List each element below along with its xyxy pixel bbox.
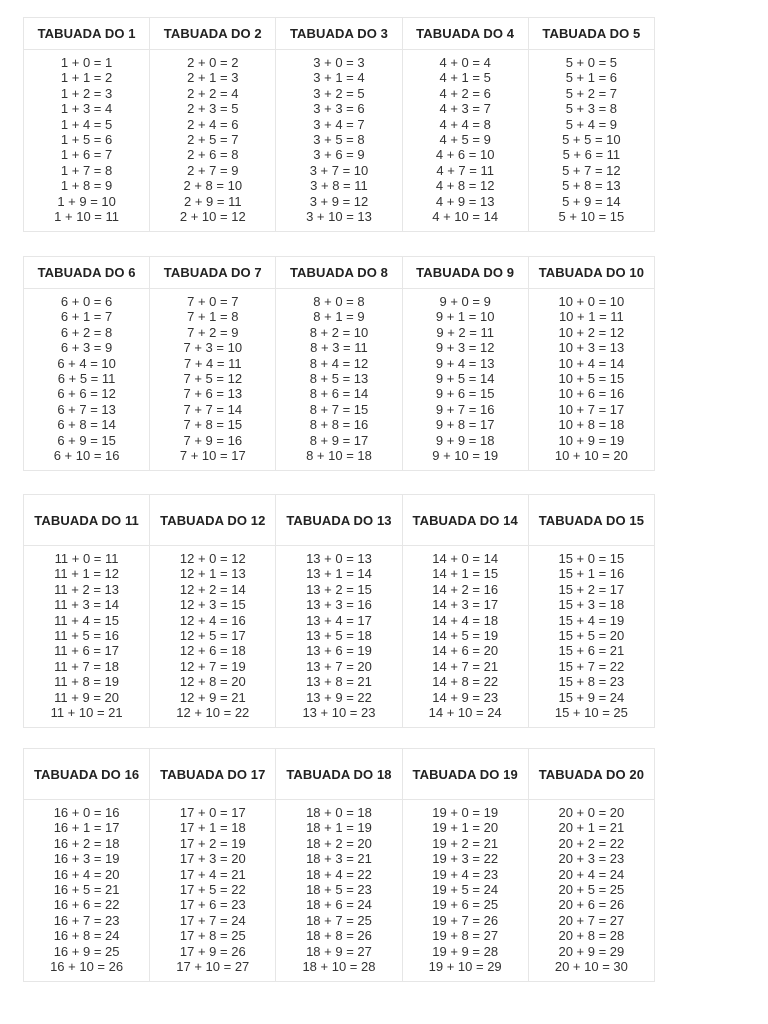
equation-line: 16 + 2 = 18 — [53, 835, 120, 851]
table-cell — [402, 50, 528, 232]
equation-line: 18 + 2 = 20 — [306, 835, 372, 851]
equation-line: 14 + 2 = 16 — [432, 581, 499, 597]
equation-line: 7 + 4 = 11 — [183, 355, 242, 371]
equation-line: 2 + 0 = 2 — [187, 55, 239, 70]
equation-line: 17 + 8 = 25 — [179, 928, 246, 944]
table-header-row — [24, 749, 655, 800]
equation-line: 3 + 1 = 4 — [313, 70, 365, 86]
equation-line: 15 + 9 = 24 — [558, 689, 625, 705]
equation-line: 8 + 6 = 14 — [309, 386, 369, 402]
equation-line: 11 + 10 = 21 — [50, 705, 123, 721]
equation-line: 11 + 1 = 12 — [54, 566, 119, 582]
equation-line: 15 + 8 = 23 — [558, 674, 625, 690]
equation-line: 6 + 6 = 12 — [57, 386, 116, 402]
equation-line: 11 + 7 = 18 — [54, 658, 119, 674]
equation-line: 20 + 1 = 21 — [558, 820, 625, 836]
equation-line: 2 + 7 = 9 — [187, 162, 239, 178]
equation-line: 10 + 10 = 20 — [554, 448, 628, 464]
table-cell — [150, 800, 276, 982]
equation-line: 2 + 8 = 10 — [183, 178, 243, 194]
equation-line: 7 + 6 = 13 — [183, 386, 243, 402]
table-cell — [528, 800, 654, 982]
equation-line: 19 + 10 = 29 — [428, 959, 502, 975]
equation-line: 2 + 10 = 12 — [179, 209, 246, 225]
equation-line: 16 + 6 = 22 — [53, 897, 120, 913]
equation-line: 12 + 6 = 18 — [179, 643, 246, 659]
equation-line: 17 + 1 = 18 — [179, 820, 246, 836]
equation-line: 17 + 2 = 19 — [179, 835, 246, 851]
equation-line: 12 + 3 = 15 — [179, 597, 246, 613]
equation-line: 6 + 0 = 6 — [60, 294, 113, 309]
equation-line: 1 + 6 = 7 — [60, 147, 113, 163]
equation-line: 15 + 5 = 20 — [558, 628, 625, 644]
table-body-row — [24, 289, 655, 471]
equation-line: 1 + 4 = 5 — [60, 116, 113, 132]
equation-line: 17 + 6 = 23 — [179, 897, 246, 913]
addition-table-6-to-10 — [23, 256, 655, 471]
equation-line: 10 + 5 = 15 — [558, 371, 625, 387]
column-header: TABUADA DO 9 — [402, 257, 528, 289]
equation-line: 14 + 5 = 19 — [432, 628, 499, 644]
equation-line: 10 + 8 = 18 — [558, 417, 625, 433]
equation-line: 6 + 5 = 11 — [57, 371, 116, 387]
equation-line: 13 + 4 = 17 — [306, 612, 372, 628]
equation-line: 12 + 8 = 20 — [179, 674, 246, 690]
table-cell — [276, 546, 402, 728]
equation-line: 4 + 10 = 14 — [432, 209, 499, 225]
equation-line: 20 + 2 = 22 — [558, 835, 625, 851]
equation-line: 7 + 10 = 17 — [179, 448, 246, 464]
equation-line: 9 + 0 = 9 — [439, 294, 491, 309]
equation-line: 14 + 1 = 15 — [432, 566, 499, 582]
equation-line: 14 + 10 = 24 — [428, 705, 502, 721]
equation-line: 13 + 0 = 13 — [306, 551, 372, 566]
equation-line: 19 + 1 = 20 — [432, 820, 499, 836]
equation-line: 6 + 4 = 10 — [57, 355, 116, 371]
equation-line: 12 + 0 = 12 — [179, 551, 246, 566]
equation-line: 5 + 8 = 13 — [562, 178, 621, 194]
equation-line: 9 + 2 = 11 — [436, 324, 494, 340]
equation-line: 9 + 1 = 10 — [435, 309, 495, 325]
column-header: TABUADA DO 18 — [276, 749, 402, 800]
equation-line: 8 + 7 = 15 — [309, 401, 369, 417]
equation-line: 4 + 9 = 13 — [435, 193, 495, 209]
equation-line: 2 + 5 = 7 — [187, 132, 239, 148]
equation-line: 18 + 0 = 18 — [306, 805, 372, 820]
equation-line: 3 + 3 = 6 — [313, 101, 365, 117]
equation-line: 19 + 8 = 27 — [432, 928, 499, 944]
equation-line: 14 + 7 = 21 — [432, 658, 499, 674]
equation-line: 20 + 9 = 29 — [558, 943, 625, 959]
equation-line: 5 + 2 = 7 — [565, 85, 618, 101]
equation-line: 18 + 10 = 28 — [302, 959, 376, 975]
equation-line: 4 + 7 = 11 — [436, 162, 494, 178]
equation-line: 3 + 10 = 13 — [306, 209, 372, 225]
equation-line: 7 + 0 = 7 — [187, 294, 239, 309]
equation-line: 16 + 0 = 16 — [53, 805, 120, 820]
equation-line: 11 + 8 = 19 — [54, 674, 119, 690]
equation-line: 18 + 7 = 25 — [306, 912, 372, 928]
equation-line: 13 + 9 = 22 — [306, 689, 372, 705]
equation-line: 3 + 8 = 11 — [310, 178, 368, 194]
column-header: TABUADA DO 14 — [402, 495, 528, 546]
equation-line: 9 + 7 = 16 — [435, 401, 495, 417]
equation-line: 15 + 6 = 21 — [558, 643, 625, 659]
equation-line: 13 + 6 = 19 — [306, 643, 372, 659]
equation-line: 9 + 6 = 15 — [435, 386, 495, 402]
equation-line: 5 + 6 = 11 — [562, 147, 621, 163]
equation-line: 6 + 1 = 7 — [60, 309, 113, 325]
equation-line: 2 + 3 = 5 — [187, 101, 239, 117]
equation-line: 12 + 1 = 13 — [179, 566, 246, 582]
addition-table-11-to-15 — [23, 494, 655, 728]
equation-line: 16 + 9 = 25 — [53, 943, 120, 959]
equation-line: 4 + 3 = 7 — [439, 101, 491, 117]
equation-line: 3 + 0 = 3 — [313, 55, 365, 70]
equation-line: 20 + 7 = 27 — [558, 912, 625, 928]
equation-line: 12 + 7 = 19 — [179, 658, 246, 674]
table-header-row — [24, 495, 655, 546]
column-header: TABUADA DO 13 — [276, 495, 402, 546]
equation-line: 1 + 5 = 6 — [60, 132, 113, 148]
equation-line: 5 + 9 = 14 — [562, 193, 621, 209]
column-header: TABUADA DO 16 — [24, 749, 150, 800]
equation-line: 9 + 10 = 19 — [432, 448, 499, 464]
table-cell — [402, 289, 528, 471]
equation-line: 6 + 9 = 15 — [57, 432, 116, 448]
table-cell — [276, 800, 402, 982]
equation-line: 12 + 10 = 22 — [176, 705, 250, 721]
equation-line: 14 + 4 = 18 — [432, 612, 499, 628]
equation-line: 20 + 5 = 25 — [558, 882, 625, 898]
equation-line: 4 + 5 = 9 — [439, 132, 491, 148]
column-header: TABUADA DO 1 — [24, 18, 150, 50]
equation-line: 4 + 6 = 10 — [435, 147, 495, 163]
equation-line: 13 + 8 = 21 — [306, 674, 372, 690]
equation-line: 15 + 1 = 16 — [558, 566, 625, 582]
equation-line: 16 + 4 = 20 — [53, 866, 120, 882]
equation-line: 16 + 7 = 23 — [53, 912, 120, 928]
column-header: TABUADA DO 20 — [528, 749, 654, 800]
equation-line: 6 + 3 = 9 — [60, 340, 113, 356]
equation-line: 1 + 9 = 10 — [57, 193, 116, 209]
equation-line: 1 + 0 = 1 — [60, 55, 113, 70]
equation-line: 20 + 0 = 20 — [558, 805, 625, 820]
equation-line: 13 + 1 = 14 — [306, 566, 372, 582]
column-header: TABUADA DO 17 — [150, 749, 276, 800]
equation-line: 20 + 8 = 28 — [558, 928, 625, 944]
equation-line: 19 + 9 = 28 — [432, 943, 499, 959]
table-cell — [528, 546, 654, 728]
equation-line: 11 + 9 = 20 — [54, 689, 119, 705]
equation-line: 11 + 2 = 13 — [54, 581, 119, 597]
equation-line: 9 + 4 = 13 — [435, 355, 495, 371]
equation-line: 9 + 8 = 17 — [435, 417, 495, 433]
column-header: TABUADA DO 4 — [402, 18, 528, 50]
column-header: TABUADA DO 6 — [24, 257, 150, 289]
equation-line: 11 + 4 = 15 — [54, 612, 119, 628]
table-cell — [24, 50, 150, 232]
equation-line: 20 + 10 = 30 — [554, 959, 628, 975]
equation-line: 13 + 3 = 16 — [306, 597, 372, 613]
equation-line: 9 + 9 = 18 — [435, 432, 495, 448]
equation-line: 17 + 4 = 21 — [179, 866, 246, 882]
equation-line: 7 + 3 = 10 — [183, 340, 243, 356]
equation-line: 3 + 7 = 10 — [309, 162, 369, 178]
equation-line: 10 + 1 = 11 — [558, 309, 624, 325]
equation-line: 2 + 2 = 4 — [187, 85, 239, 101]
equation-line: 17 + 5 = 22 — [179, 882, 246, 898]
equation-line: 16 + 3 = 19 — [53, 851, 120, 867]
table-cell — [402, 546, 528, 728]
equation-line: 17 + 10 = 27 — [176, 959, 250, 975]
equation-line: 1 + 2 = 3 — [60, 85, 113, 101]
equation-line: 12 + 5 = 17 — [179, 628, 246, 644]
equation-line: 15 + 3 = 18 — [558, 597, 625, 613]
equation-line: 8 + 3 = 11 — [310, 340, 368, 356]
equation-line: 8 + 1 = 9 — [313, 309, 365, 325]
equation-line: 4 + 2 = 6 — [439, 85, 491, 101]
equation-line: 6 + 7 = 13 — [57, 401, 116, 417]
equation-line: 14 + 0 = 14 — [432, 551, 499, 566]
equation-line: 13 + 2 = 15 — [306, 581, 372, 597]
equation-line: 11 + 6 = 17 — [54, 643, 119, 659]
equation-line: 3 + 5 = 8 — [313, 132, 365, 148]
equation-line: 10 + 3 = 13 — [558, 340, 625, 356]
table-header-row — [24, 18, 655, 50]
equation-line: 18 + 8 = 26 — [306, 928, 372, 944]
equation-line: 16 + 8 = 24 — [53, 928, 120, 944]
equation-line: 7 + 1 = 8 — [187, 309, 239, 325]
equation-line: 3 + 2 = 5 — [313, 85, 365, 101]
equation-line: 2 + 4 = 6 — [187, 116, 239, 132]
equation-line: 12 + 9 = 21 — [179, 689, 246, 705]
column-header: TABUADA DO 2 — [150, 18, 276, 50]
equation-line: 19 + 5 = 24 — [432, 882, 499, 898]
equation-line: 5 + 7 = 12 — [562, 162, 621, 178]
equation-line: 6 + 2 = 8 — [60, 324, 113, 340]
column-header: TABUADA DO 5 — [528, 18, 654, 50]
equation-line: 9 + 3 = 12 — [435, 340, 495, 356]
table-cell — [528, 50, 654, 232]
column-header: TABUADA DO 15 — [528, 495, 654, 546]
equation-line: 7 + 9 = 16 — [183, 432, 243, 448]
column-header: TABUADA DO 10 — [528, 257, 654, 289]
equation-line: 19 + 3 = 22 — [432, 851, 499, 867]
equation-line: 12 + 4 = 16 — [179, 612, 246, 628]
column-header: TABUADA DO 7 — [150, 257, 276, 289]
equation-line: 5 + 0 = 5 — [565, 55, 618, 70]
equation-line: 6 + 8 = 14 — [57, 417, 116, 433]
table-cell — [402, 800, 528, 982]
equation-line: 4 + 1 = 5 — [439, 70, 491, 86]
equation-line: 3 + 9 = 12 — [309, 193, 369, 209]
column-header: TABUADA DO 11 — [24, 495, 150, 546]
equation-line: 15 + 2 = 17 — [558, 581, 625, 597]
equation-line: 10 + 7 = 17 — [558, 401, 625, 417]
equation-line: 18 + 6 = 24 — [306, 897, 372, 913]
table-body-row — [24, 800, 655, 982]
table-cell — [150, 289, 276, 471]
equation-line: 5 + 4 = 9 — [565, 116, 618, 132]
table-cell — [276, 289, 402, 471]
equation-line: 8 + 9 = 17 — [309, 432, 369, 448]
equation-line: 16 + 5 = 21 — [53, 882, 120, 898]
equation-line: 15 + 0 = 15 — [558, 551, 625, 566]
equation-line: 17 + 3 = 20 — [179, 851, 246, 867]
table-cell — [276, 50, 402, 232]
table-body-row — [24, 546, 655, 728]
equation-line: 20 + 6 = 26 — [558, 897, 625, 913]
equation-line: 19 + 7 = 26 — [432, 912, 499, 928]
equation-line: 14 + 8 = 22 — [432, 674, 499, 690]
equation-line: 17 + 9 = 26 — [179, 943, 246, 959]
equation-line: 19 + 6 = 25 — [432, 897, 499, 913]
table-header-row — [24, 257, 655, 289]
equation-line: 19 + 0 = 19 — [432, 805, 499, 820]
equation-line: 15 + 7 = 22 — [558, 658, 625, 674]
equation-line: 8 + 5 = 13 — [309, 371, 369, 387]
equation-line: 3 + 4 = 7 — [313, 116, 365, 132]
table-cell — [150, 50, 276, 232]
equation-line: 18 + 9 = 27 — [306, 943, 372, 959]
equation-line: 1 + 1 = 2 — [60, 70, 113, 86]
equation-line: 8 + 0 = 8 — [313, 294, 365, 309]
equation-line: 1 + 10 = 11 — [54, 209, 119, 225]
equation-line: 2 + 9 = 11 — [183, 193, 242, 209]
equation-line: 8 + 2 = 10 — [309, 324, 369, 340]
equation-line: 7 + 2 = 9 — [187, 324, 239, 340]
equation-line: 14 + 6 = 20 — [432, 643, 499, 659]
equation-line: 12 + 2 = 14 — [179, 581, 246, 597]
equation-line: 18 + 4 = 22 — [306, 866, 372, 882]
equation-line: 13 + 5 = 18 — [306, 628, 372, 644]
table-cell — [528, 289, 654, 471]
equation-line: 10 + 4 = 14 — [558, 355, 625, 371]
equation-line: 10 + 6 = 16 — [558, 386, 625, 402]
equation-line: 8 + 10 = 18 — [306, 448, 372, 464]
equation-line: 19 + 2 = 21 — [432, 835, 499, 851]
equation-line: 18 + 5 = 23 — [306, 882, 372, 898]
equation-line: 11 + 3 = 14 — [54, 597, 119, 613]
addition-table-16-to-20 — [23, 748, 655, 982]
equation-line: 8 + 8 = 16 — [309, 417, 369, 433]
table-cell — [24, 289, 150, 471]
equation-line: 5 + 1 = 6 — [565, 70, 618, 86]
column-header: TABUADA DO 19 — [402, 749, 528, 800]
equation-line: 5 + 10 = 15 — [558, 209, 625, 225]
equation-line: 2 + 1 = 3 — [187, 70, 239, 86]
equation-line: 11 + 0 = 11 — [54, 551, 119, 566]
table-cell — [150, 546, 276, 728]
equation-line: 16 + 10 = 26 — [50, 959, 124, 975]
equation-line: 6 + 10 = 16 — [53, 448, 120, 464]
equation-line: 18 + 3 = 21 — [306, 851, 372, 867]
equation-line: 4 + 4 = 8 — [439, 116, 491, 132]
equation-line: 15 + 10 = 25 — [554, 705, 628, 721]
column-header: TABUADA DO 3 — [276, 18, 402, 50]
equation-line: 19 + 4 = 23 — [432, 866, 499, 882]
equation-line: 17 + 7 = 24 — [179, 912, 246, 928]
equation-line: 2 + 6 = 8 — [187, 147, 239, 163]
equation-line: 16 + 1 = 17 — [53, 820, 120, 836]
equation-line: 18 + 1 = 19 — [306, 820, 372, 836]
equation-line: 7 + 5 = 12 — [183, 371, 243, 387]
addition-table-1-to-5 — [23, 17, 655, 232]
equation-line: 1 + 8 = 9 — [60, 178, 113, 194]
table-cell — [24, 800, 150, 982]
equation-line: 11 + 5 = 16 — [54, 628, 119, 644]
equation-line: 10 + 2 = 12 — [558, 324, 625, 340]
equation-line: 4 + 0 = 4 — [439, 55, 491, 70]
equation-line: 5 + 3 = 8 — [565, 101, 618, 117]
equation-line: 7 + 7 = 14 — [183, 401, 243, 417]
equation-line: 17 + 0 = 17 — [179, 805, 246, 820]
equation-line: 14 + 3 = 17 — [432, 597, 499, 613]
equation-line: 15 + 4 = 19 — [558, 612, 625, 628]
equation-line: 20 + 4 = 24 — [558, 866, 625, 882]
equation-line: 1 + 7 = 8 — [60, 162, 113, 178]
column-header: TABUADA DO 12 — [150, 495, 276, 546]
equation-line: 13 + 7 = 20 — [306, 658, 372, 674]
equation-line: 3 + 6 = 9 — [313, 147, 365, 163]
column-header: TABUADA DO 8 — [276, 257, 402, 289]
equation-line: 4 + 8 = 12 — [435, 178, 495, 194]
equation-line: 7 + 8 = 15 — [183, 417, 243, 433]
equation-line: 1 + 3 = 4 — [60, 101, 113, 117]
equation-line: 10 + 0 = 10 — [558, 294, 625, 309]
table-cell — [24, 546, 150, 728]
equation-line: 13 + 10 = 23 — [302, 705, 376, 721]
table-body-row — [24, 50, 655, 232]
equation-line: 20 + 3 = 23 — [558, 851, 625, 867]
equation-line: 14 + 9 = 23 — [432, 689, 499, 705]
equation-line: 9 + 5 = 14 — [435, 371, 495, 387]
equation-line: 8 + 4 = 12 — [309, 355, 369, 371]
equation-line: 5 + 5 = 10 — [562, 132, 621, 148]
equation-line: 10 + 9 = 19 — [558, 432, 625, 448]
